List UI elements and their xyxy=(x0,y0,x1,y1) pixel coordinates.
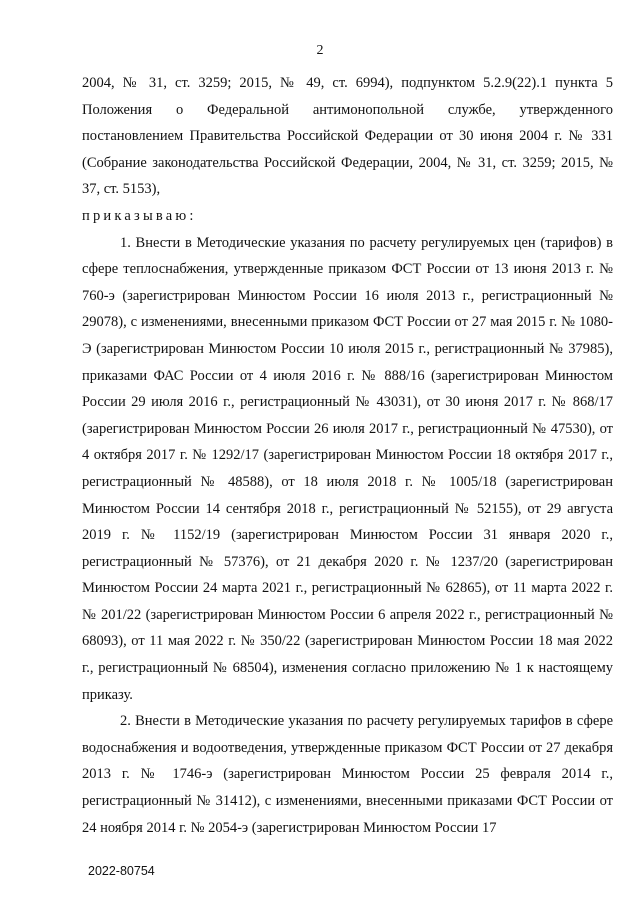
document-id: 2022-80754 xyxy=(88,864,155,878)
page-number: 2 xyxy=(316,43,324,58)
document-body xyxy=(82,70,613,841)
item-2-paragraph: 2. Внести в Методические указания по расчету регулируемых тарифов в сфере водоснабжения и водоотведения, утвержденные приказом ФСТ России от 27 декабря 2013 г. № 1746-э (зарегистрирован Минюстом России 25 февраля 2014 г., регистрационный № 31412), с изменениями, внесенными приказами ФСТ России от 24 ноября 2014 г. № 2054-э (зарегистрирован Минюстом России 17 xyxy=(82,713,613,836)
orders-line: приказываю: xyxy=(82,207,197,224)
intro-paragraph: 2004, № 31, ст. 3259; 2015, № 49, ст. 6994), подпунктом 5.2.9(22).1 пункта 5 Положения о Федеральной антимонопольной службе, утвержденного постановлением Правительства Российской Федерации от 30 июня 2004 г. № 331 (Собрание законодательства Российской Федерации, 2004, № 31, ст. 3259; 2015, № 37, ст. 5153), xyxy=(82,75,613,198)
item-1-paragraph: 1. Внести в Методические указания по расчету регулируемых цен (тарифов) в сфере теплоснабжения, утвержденные приказом ФСТ России от 13 июня 2013 г. № 760-э (зарегистрирован Минюстом России 16 июля 2013 г., регистрационный № 29078), с изменениями, внесенными приказом ФСТ России от 27 мая 2015 г. № 1080-Э (зарегистрирован Минюстом России 10 июля 2015 г., регистрационный № 37985), приказами ФАС России от 4 июля 2016 г. № 888/16 (зарегистрирован Минюстом России 29 июля 2016 г., регистрационный № 43031), от 30 июня 2017 г. № 868/17 (зарегистрирован Минюстом России 26 июля 2017 г., регистрационный № 47530), от 4 октября 2017 г. № 1292/17 (зарегистрирован Минюстом России 18 октября 2017 г., регистрационный № 48588), от 18 июля 2018 г. № 1005/18 (зарегистрирован Минюстом России 14 сентября 2018 г., регистрационный № 52155), от 29 августа 2019 г. № 1152/19 (зарегистрирован Минюстом России 31 января 2020 г., регистрационный № 57376), от 21 декабря 2020 г. № 1237/20 (зарегистрирован Минюстом России 24 марта 2021 г., регистрационный № 62865), от 11 марта 2022 г. № 201/22 (зарегистрирован Минюстом России 6 апреля 2022 г., регистрационный № 68093), от 11 мая 2022 г. № 350/22 (зарегистрирован Минюстом России 18 мая 2022 г., регистрационный № 68504), изменения согласно приложению № 1 к настоящему приказу. xyxy=(82,234,613,703)
